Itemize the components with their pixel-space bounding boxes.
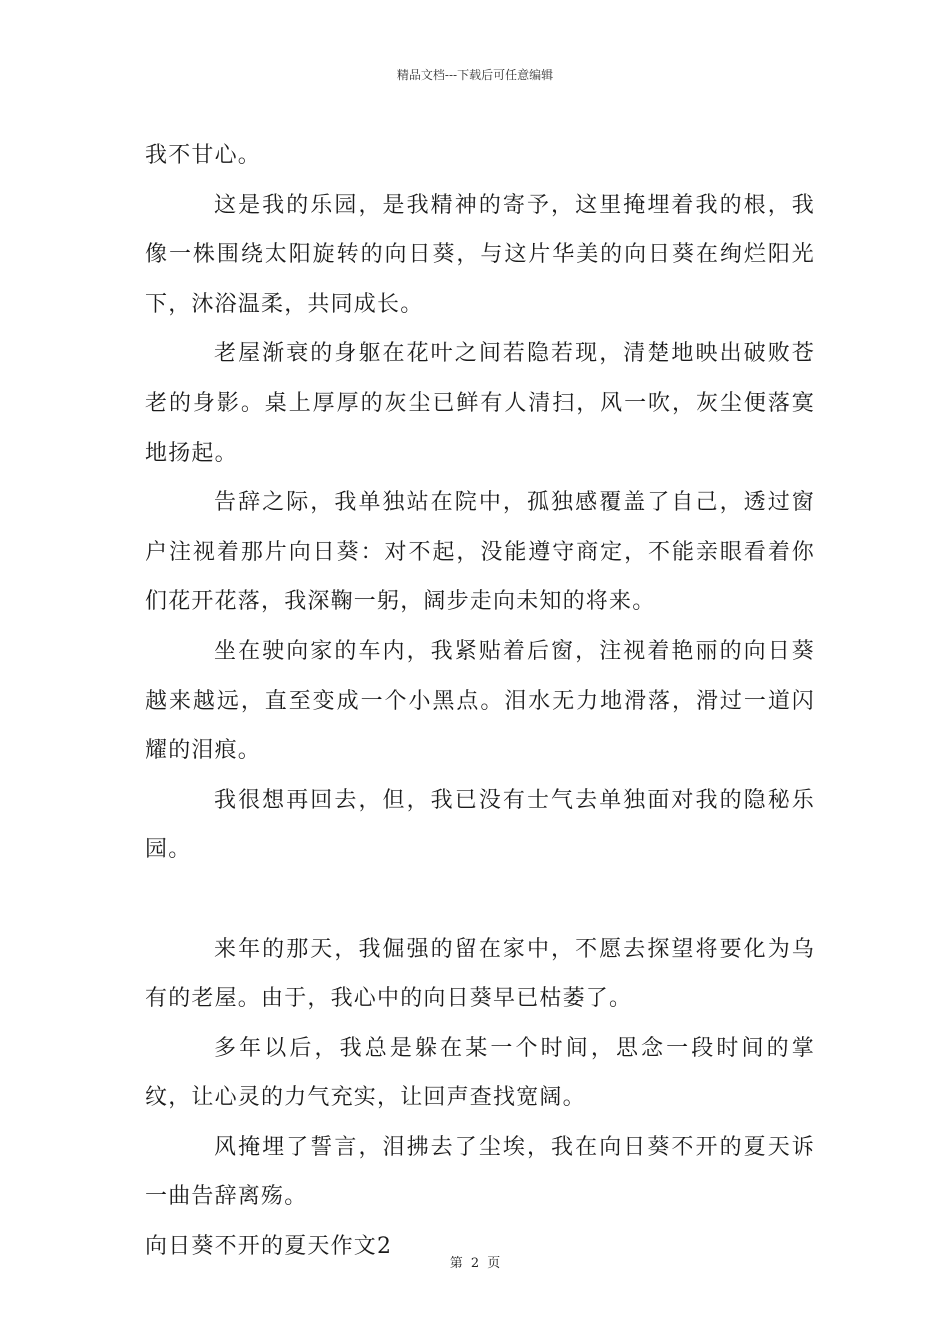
page-header: 精品文档---下载后可任意编辑	[396, 68, 554, 82]
paragraph: 这是我的乐园，是我精神的寄予，这里掩埋着我的根，我像一株围绕太阳旋转的向日葵，与这片华美的向日葵在绚烂阳光下，沐浴温柔，共同成长。	[145, 192, 815, 317]
paragraph: 我不甘心。	[145, 143, 262, 168]
paragraph: 坐在驶向家的车内，我紧贴着后窗，注视着艳丽的向日葵越来越远，直至变成一个小黑点。泪水无力地滑落，滑过一道闪耀的泪痕。	[145, 638, 815, 764]
paragraph: 风掩埋了誓言，泪拂去了尘埃，我在向日葵不开的夏天诉一曲告辞离殇。	[145, 1134, 815, 1210]
paragraph: 告辞之际，我单独站在院中，孤独感覆盖了自己，透过窗户注视着那片向日葵：对不起，没能遵守商定，不能亲眼看着你们花开花落，我深鞠一躬，阔步走向未知的将来。	[145, 490, 815, 615]
document-body	[145, 131, 815, 1272]
paragraph: 来年的那天，我倔强的留在家中，不愿去探望将要化为乌有的老屋。由于，我心中的向日葵早已枯萎了。	[145, 936, 815, 1012]
paragraph: 老屋渐衰的身躯在花叶之间若隐若现，清楚地映出破败苍老的身影。桌上厚厚的灰尘已鲜有人清扫，风一吹，灰尘便落寞地扬起。	[145, 341, 815, 466]
section-title: 向日葵不开的夏天作文2	[145, 1234, 393, 1260]
blank-line	[145, 875, 815, 925]
paragraph: 多年以后，我总是躲在某一个时间，思念一段时间的掌纹，让心灵的力气充实，让回声查找宽阔。	[145, 1035, 815, 1111]
paragraph: 我很想再回去，但，我已没有士气去单独面对我的隐秘乐园。	[145, 787, 815, 863]
page-number: 第 2 页	[449, 1256, 501, 1271]
